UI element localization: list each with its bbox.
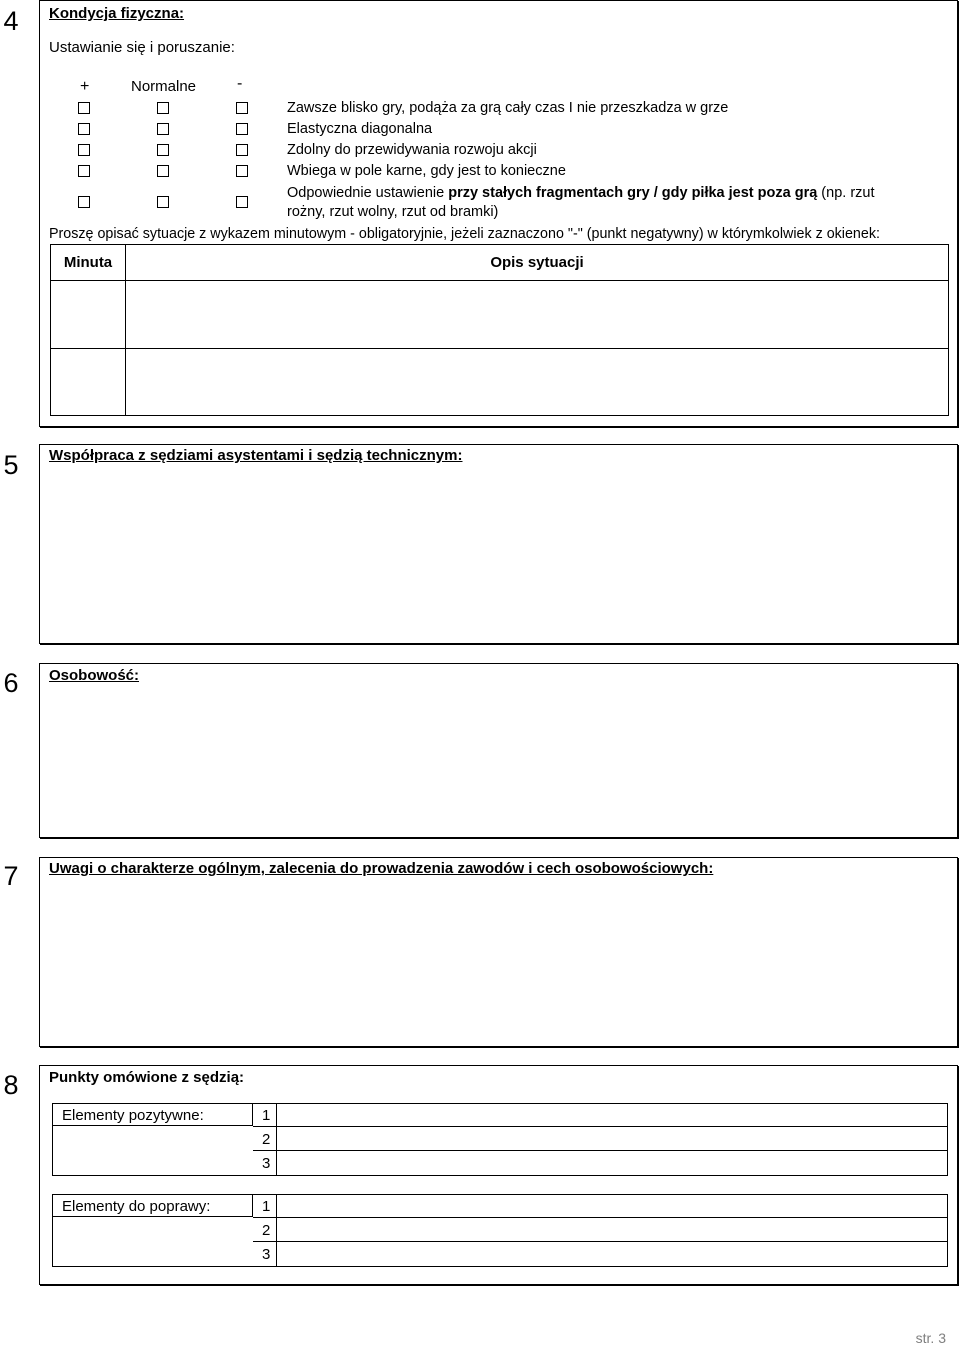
improvement-row-number-2: 2 <box>262 1222 271 1239</box>
criterion-label-4: Wbiega w pole karne, gdy jest to konieczne <box>287 163 566 179</box>
positive-row-number-1: 1 <box>262 1107 271 1124</box>
improvement-row-2-field[interactable] <box>278 1218 947 1241</box>
checkbox-plus-row-5[interactable] <box>78 196 90 208</box>
section-6-title: Osobowość: <box>49 667 140 684</box>
criterion-label-1: Zawsze blisko gry, podąża za grą cały czas I nie przeszkadza w grze <box>287 100 729 116</box>
checkbox-plus-row-1[interactable] <box>78 102 90 114</box>
section-6-box[interactable] <box>39 663 958 838</box>
positive-elements-label: Elementy pozytywne: <box>53 1104 253 1126</box>
criterion-label-5-bold: przy stałych fragmentach gry / gdy piłka jest poza grą <box>448 185 818 201</box>
criterion-label-5-end: (np. rzut <box>817 185 875 201</box>
section-7-box[interactable] <box>39 857 958 1047</box>
table-row-1-minute-cell[interactable] <box>51 281 125 348</box>
table-row-2-description-cell[interactable] <box>126 349 948 415</box>
column-header-normal: Normalne <box>131 78 197 95</box>
checkbox-minus-row-2[interactable] <box>236 123 248 135</box>
improvement-row-1-field[interactable] <box>278 1195 947 1217</box>
checkbox-plus-row-3[interactable] <box>78 144 90 156</box>
section-5-title: Współpraca z sędziami asystentami i sędzią technicznym: <box>49 447 463 464</box>
table-header-minute: Minuta <box>63 254 113 271</box>
table-row-1-description-cell[interactable] <box>126 281 948 348</box>
section-number-6: 6 <box>3 668 19 698</box>
improvement-row-number-3: 3 <box>262 1246 271 1263</box>
checkbox-minus-row-4[interactable] <box>236 165 248 177</box>
checkbox-plus-row-2[interactable] <box>78 123 90 135</box>
section-number-4: 4 <box>3 6 19 36</box>
improvement-elements-table <box>52 1194 948 1267</box>
positive-row-1-field[interactable] <box>278 1104 947 1126</box>
improvement-elements-label: Elementy do poprawy: <box>53 1195 253 1217</box>
criterion-label-2: Elastyczna diagonalna <box>287 121 433 137</box>
checkbox-normal-row-1[interactable] <box>157 102 169 114</box>
checkbox-minus-row-3[interactable] <box>236 144 248 156</box>
criterion-label-5-line-2: rożny, rzut wolny, rzut od bramki) <box>287 204 499 220</box>
positive-row-2-field[interactable] <box>278 1127 947 1150</box>
checkbox-normal-row-4[interactable] <box>157 165 169 177</box>
section-number-5: 5 <box>3 450 19 480</box>
situation-table <box>50 244 949 416</box>
column-header-minus: - <box>237 75 243 92</box>
checkbox-normal-row-3[interactable] <box>157 144 169 156</box>
table-header-description: Opis sytuacji <box>490 254 584 271</box>
page-number: str. 3 <box>915 1330 946 1346</box>
improvement-row-3-field[interactable] <box>278 1242 947 1266</box>
criterion-label-5-start: Odpowiednie ustawienie <box>287 185 449 201</box>
section-4-box <box>39 0 958 427</box>
section-4-title: Kondycja fizyczna: <box>49 5 185 22</box>
instruction-text: Proszę opisać sytuacje z wykazem minutowym - obligatoryjnie, jeżeli zaznaczono "-" (punkt negatywny) w którymkolwiek z okienek: <box>49 226 880 242</box>
positive-row-number-2: 2 <box>262 1131 271 1148</box>
section-4-subtitle: Ustawianie się i poruszanie: <box>49 39 235 56</box>
section-number-8: 8 <box>3 1070 19 1100</box>
section-5-box[interactable] <box>39 444 958 644</box>
checkbox-normal-row-2[interactable] <box>157 123 169 135</box>
improvement-row-number-1: 1 <box>262 1198 271 1215</box>
checkbox-normal-row-5[interactable] <box>157 196 169 208</box>
section-8-title: Punkty omówione z sędzią: <box>49 1069 245 1086</box>
section-7-title: Uwagi o charakterze ogólnym, zalecenia do prowadzenia zawodów i cech osobowościowych: <box>49 860 714 877</box>
positive-row-number-3: 3 <box>262 1155 271 1172</box>
column-header-plus: + <box>80 78 90 95</box>
criterion-label-3: Zdolny do przewidywania rozwoju akcji <box>287 142 537 158</box>
criterion-label-5 <box>287 185 875 201</box>
section-number-7: 7 <box>3 861 19 891</box>
positive-row-3-field[interactable] <box>278 1151 947 1175</box>
checkbox-plus-row-4[interactable] <box>78 165 90 177</box>
checkbox-minus-row-5[interactable] <box>236 196 248 208</box>
positive-elements-table <box>52 1103 948 1176</box>
checkbox-minus-row-1[interactable] <box>236 102 248 114</box>
table-row-2-minute-cell[interactable] <box>51 349 125 415</box>
